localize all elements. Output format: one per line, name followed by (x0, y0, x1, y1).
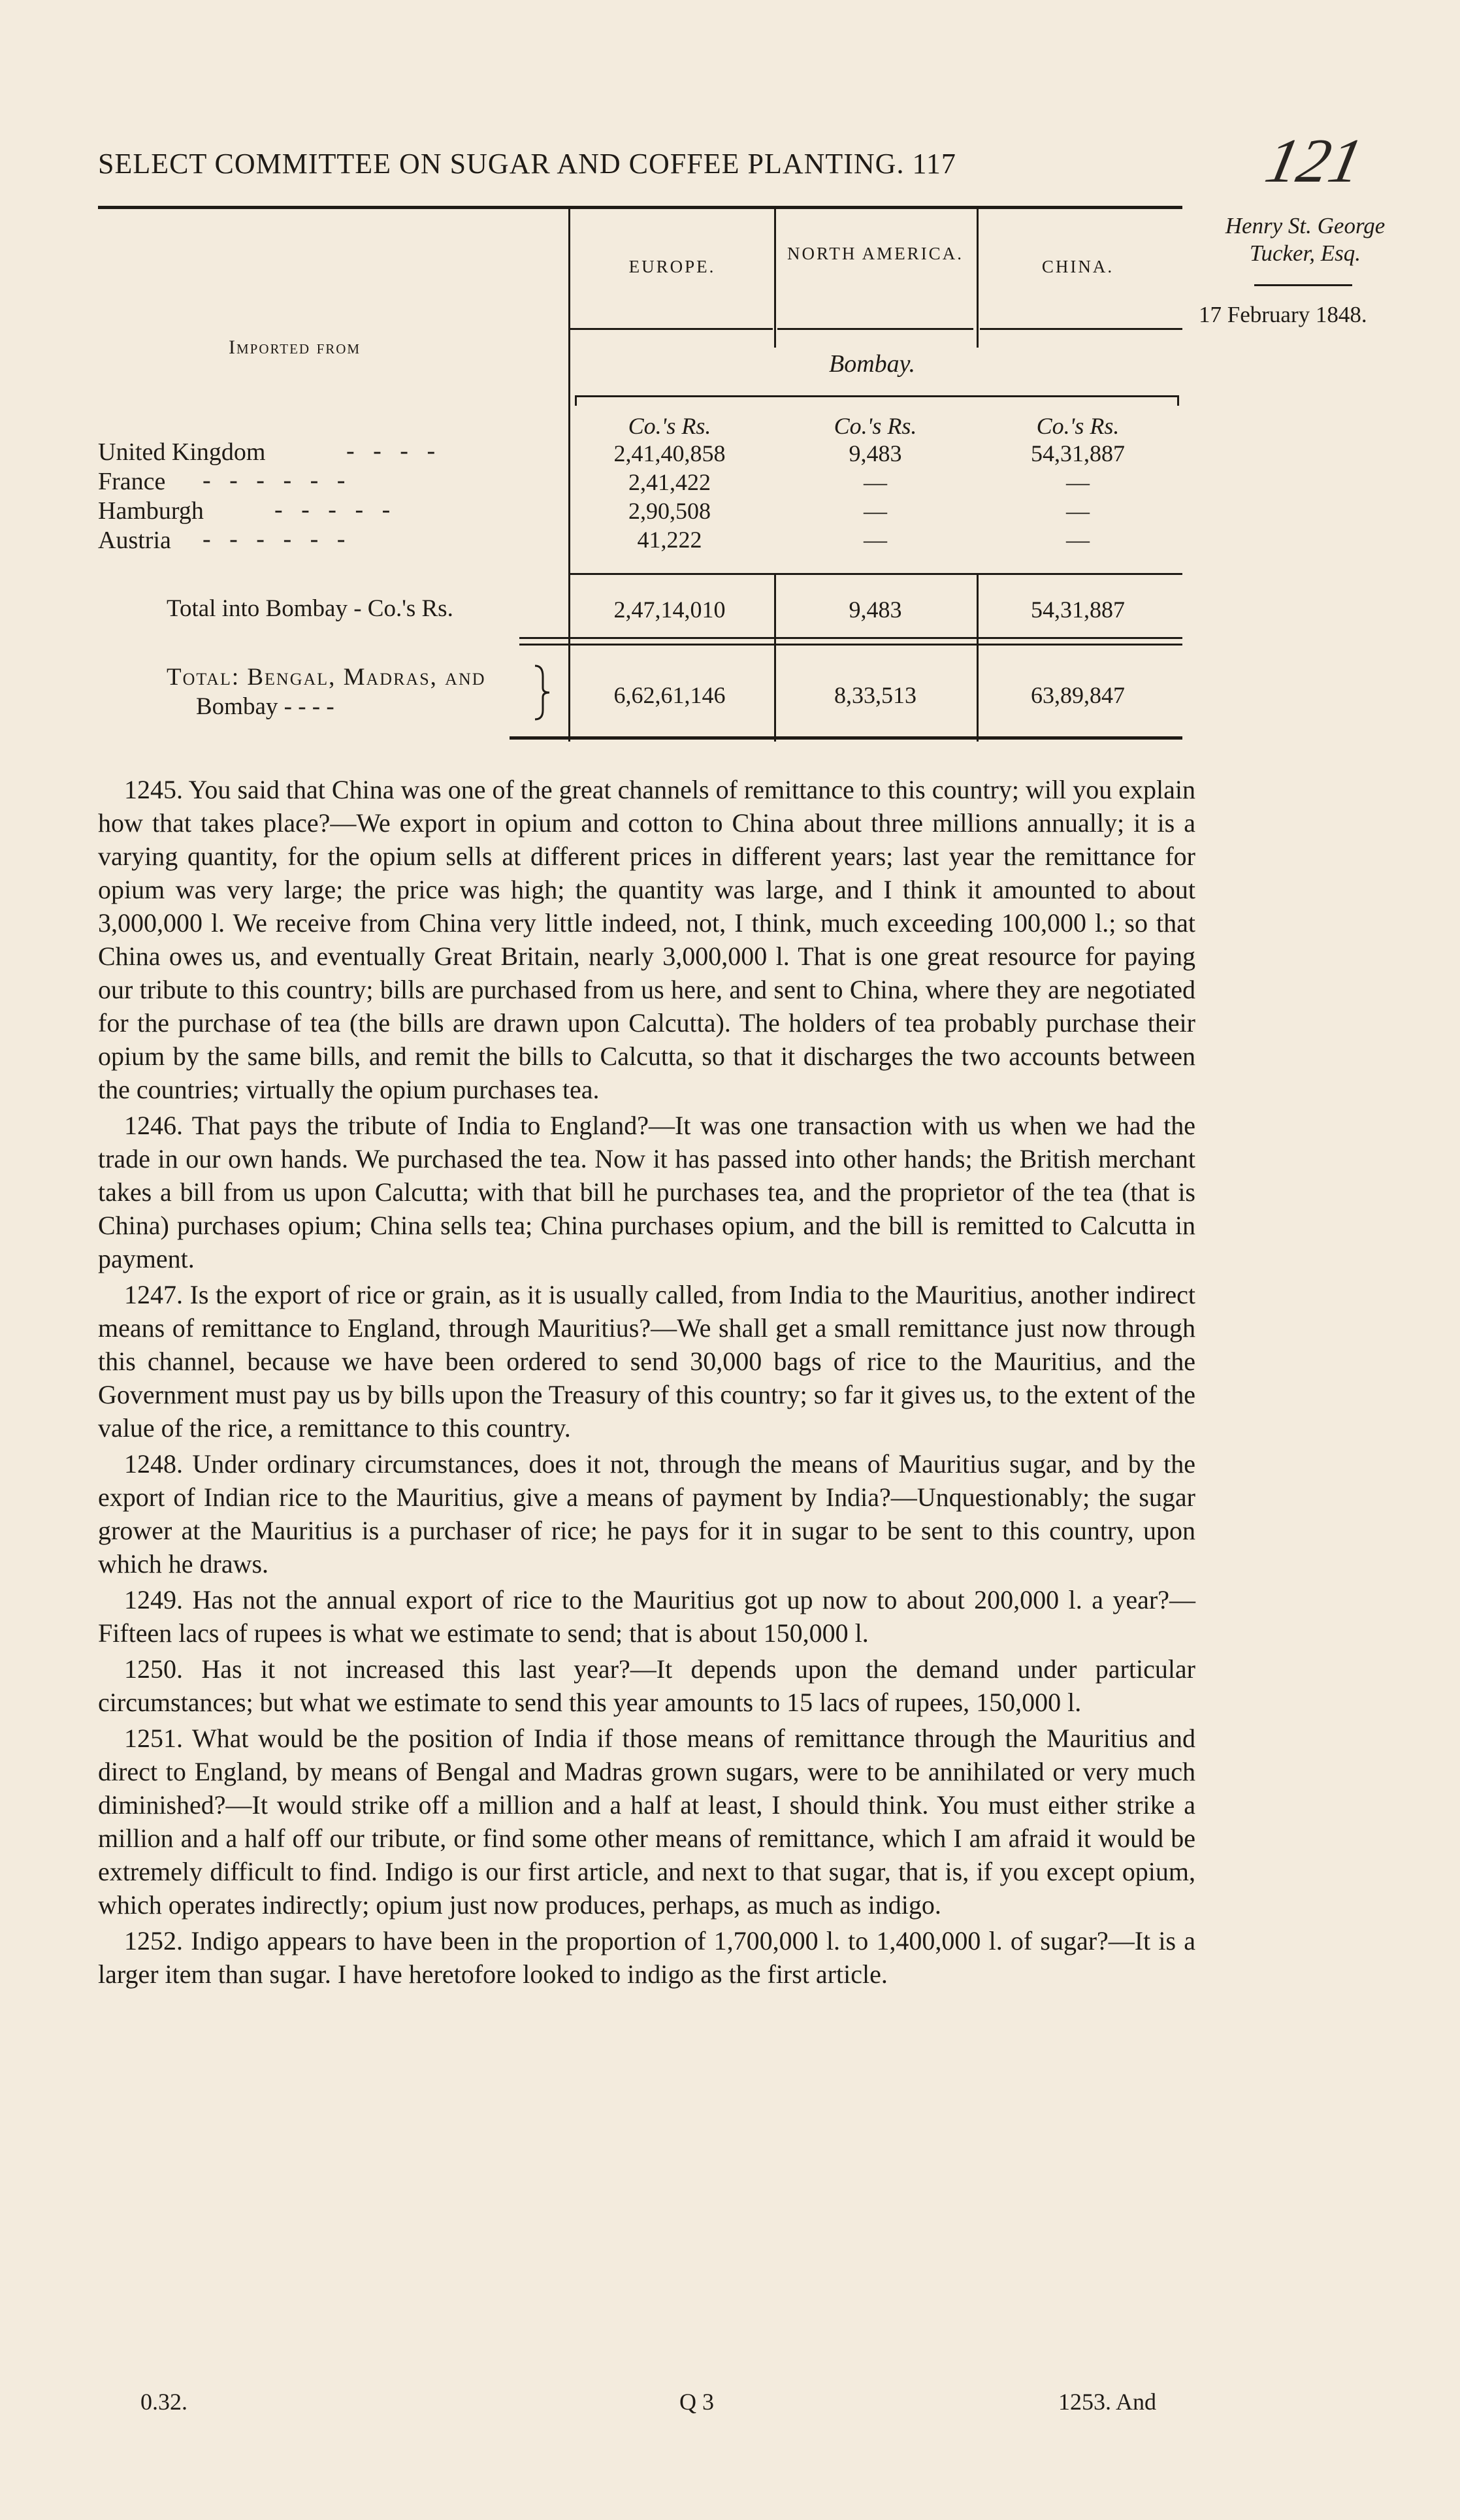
cell-europe: 2,41,40,858 (613, 440, 726, 466)
leader-dashes: - - - - - - (203, 525, 346, 553)
question-number: 1250. (124, 1654, 183, 1684)
paragraph-1247 (98, 1278, 1195, 1445)
paragraph-text: What would be the position of India if those means of remittance through the Mauritius and direct to England, by means of Bengal and Madras grown sugars, were to be annihilated or very much diminished?—It would strike off a million and a half at least, I should think. You must either strike a million and a half off our tribute, or find some other means of remittance, which I am afraid it would be extremely difficult to find. Indigo is our first article, and next to that sugar, that is, if you except opium, which operates indirectly; opium just now produces, perhaps, as much as indigo. (98, 1724, 1195, 1920)
testimony-body (98, 773, 1195, 1993)
cell-europe: 2,41,422 (628, 469, 711, 495)
cell-europe: 6,62,61,146 (613, 682, 726, 708)
paragraph-1246 (98, 1109, 1195, 1275)
bombay-brace-end (1177, 395, 1179, 406)
row-label: United Kingdom (98, 438, 266, 466)
imported-from-label: Imported from (229, 336, 361, 358)
cell-north-america: — (864, 469, 887, 495)
col-header-europe: EUROPE. (628, 257, 716, 276)
witness-name: Henry St. George Tucker, Esq. (1225, 213, 1386, 266)
header-underline (777, 328, 973, 330)
table-col-divider (774, 209, 776, 348)
paragraph-1245 (98, 773, 1195, 1106)
leader-dashes: - - - - (346, 437, 436, 465)
paragraph-text: That pays the tribute of India to England?—It was one transaction with us when we had the trade in our own hands. We purchased the tea. Now it has passed into other hands; the British merchant takes a bill from us upon Calcutta; with that bill he purchases tea, and the proprietor of the tea (that is China) purchases opium; China sells tea; China purchases opium, and the bill is remitted to Calcutta in payment. (98, 1111, 1196, 1273)
paragraph-text: Under ordinary circumstances, does it not, through the means of Mauritius sugar, and by the export of Indian rice to the Mauritius, give a means of payment by India?—Unquestionably; the sugar grower at the Mauritius is a purchaser of rice; he pays for it in sugar to be sent to this country, upon which he draws. (98, 1449, 1195, 1579)
paragraph-1251 (98, 1722, 1195, 1922)
question-number: 1245. (124, 775, 183, 804)
leader-dashes: - - - - - (274, 496, 391, 523)
paragraph-text: Has not the annual export of rice to the Mauritius got up now to about 200,000 l. a year?—Fifteen lacs of rupees is what we estimate to send; that is about 150,000 l. (98, 1585, 1196, 1648)
cell-china: — (1066, 469, 1090, 495)
handwritten-folio-number: 121 (1259, 125, 1369, 195)
row-label: Hamburgh (98, 497, 204, 525)
cell-europe: 41,222 (637, 527, 702, 553)
paragraph-text: You said that China was one of the great channels of remittance to this country; will you explain how that takes place?—We export in opium and cotton to China about three millions annually; it is a varying quantity, for the opium sells at different prices in different years; last year the remittance for opium was very large; the price was high; the quantity was large, and I think it amounted to about 3,000,000 l. We receive from China very little indeed, not, I think, much exceeding 100,000 l.; so that China owes us, and eventually Great Britain, nearly 3,000,000 l. That is one great resource for paying our tribute to this country; bills are purchased from us here, and sent to China, where they are negotiated for the purchase of tea (the bills are drawn upon Calcutta). The holders of tea probably purchase their opium by the same bills, and remit the bills to Calcutta, so that it discharges the two accounts between the countries; virtually the opium purchases tea. (98, 775, 1196, 1104)
unit-label: Co.'s Rs. (834, 413, 917, 439)
question-number: 1248. (124, 1449, 183, 1479)
cell-north-america: — (864, 498, 887, 524)
cell-china: — (1066, 527, 1090, 553)
table-bottom-rule (510, 736, 1182, 740)
table-col-divider (568, 209, 570, 742)
paragraph-text: Indigo appears to have been in the proportion of 1,700,000 l. to 1,400,000 l. of sugar?—It is a larger item than sugar. I have heretofore looked to indigo as the first article. (98, 1926, 1195, 1989)
table-col-divider (774, 575, 776, 742)
question-number: 1252. (124, 1926, 183, 1955)
unit-label: Co.'s Rs. (1036, 413, 1120, 439)
total-bombay-label: Total into Bombay - Co.'s Rs. (167, 595, 453, 622)
bombay-brace (575, 395, 1179, 397)
bombay-label: Bombay. (829, 350, 915, 378)
paragraph-text: Has it not increased this last year?—It depends upon the demand under particular circumstances; but what we estimate to send this year amounts to 15 lacs of rupees, 150,000 l. (98, 1654, 1196, 1717)
paragraph-1250 (98, 1652, 1195, 1719)
page-header-title: SELECT COMMITTEE ON SUGAR AND COFFEE PLANTING. 117 (98, 148, 956, 180)
cell-north-america: 8,33,513 (834, 682, 917, 708)
leader-dashes: - - - - - - (203, 466, 346, 494)
bombay-brace-end (575, 395, 577, 406)
cell-china: 54,31,887 (1031, 597, 1125, 623)
header-underline (570, 328, 773, 330)
row-label: France (98, 468, 166, 495)
import-table (98, 206, 1182, 742)
witness-divider (1254, 284, 1352, 286)
paragraph-1248 (98, 1447, 1195, 1580)
paragraph-text: Is the export of rice or grain, as it is usually called, from India to the Mauritius, another indirect means of remittance to England, through Mauritius?—We shall get a small remittance just now through this channel, because we have been ordered to send 30,000 bags of rice to the Mauritius, and the Government must pay us by bills upon the Treasury of this country; so far it gives us, to the extent of the value of the rice, a remittance to this country. (98, 1280, 1196, 1443)
total-all-label-line1: Total: Bengal, Madras, and (167, 664, 486, 691)
footer-signature-mark: Q 3 (679, 2389, 714, 2415)
question-number: 1249. (124, 1585, 183, 1614)
paragraph-1249 (98, 1583, 1195, 1650)
col-header-north-america: NORTH AMERICA. (787, 244, 964, 263)
footer-catchword: 1253. And (1058, 2389, 1157, 2415)
question-number: 1246. (124, 1111, 183, 1140)
question-number: 1251. (124, 1724, 183, 1753)
cell-north-america: 9,483 (849, 597, 902, 623)
cell-north-america: — (864, 527, 887, 553)
paragraph-1252 (98, 1924, 1195, 1991)
table-col-divider (977, 575, 979, 742)
cell-europe: 2,90,508 (628, 498, 711, 524)
brace-icon (532, 663, 552, 722)
row-label: Austria (98, 527, 171, 554)
footer-sessional-number: 0.32. (140, 2389, 187, 2415)
total-double-rule (519, 637, 1182, 639)
table-col-divider (977, 209, 979, 348)
cell-europe: 2,47,14,010 (613, 597, 726, 623)
header-underline (980, 328, 1182, 330)
witness-date: 17 February 1848. (1199, 302, 1367, 327)
question-number: 1247. (124, 1280, 183, 1309)
col-header-china: CHINA. (1041, 257, 1114, 276)
subtotal-rule (570, 573, 1182, 575)
table-top-rule (98, 206, 1182, 209)
total-double-rule (519, 644, 1182, 646)
cell-china: — (1066, 498, 1090, 524)
cell-north-america: 9,483 (849, 440, 902, 466)
cell-china: 63,89,847 (1031, 682, 1125, 708)
unit-label: Co.'s Rs. (628, 413, 711, 439)
total-all-label-line2: Bombay - - - - (196, 693, 334, 720)
cell-china: 54,31,887 (1031, 440, 1125, 466)
